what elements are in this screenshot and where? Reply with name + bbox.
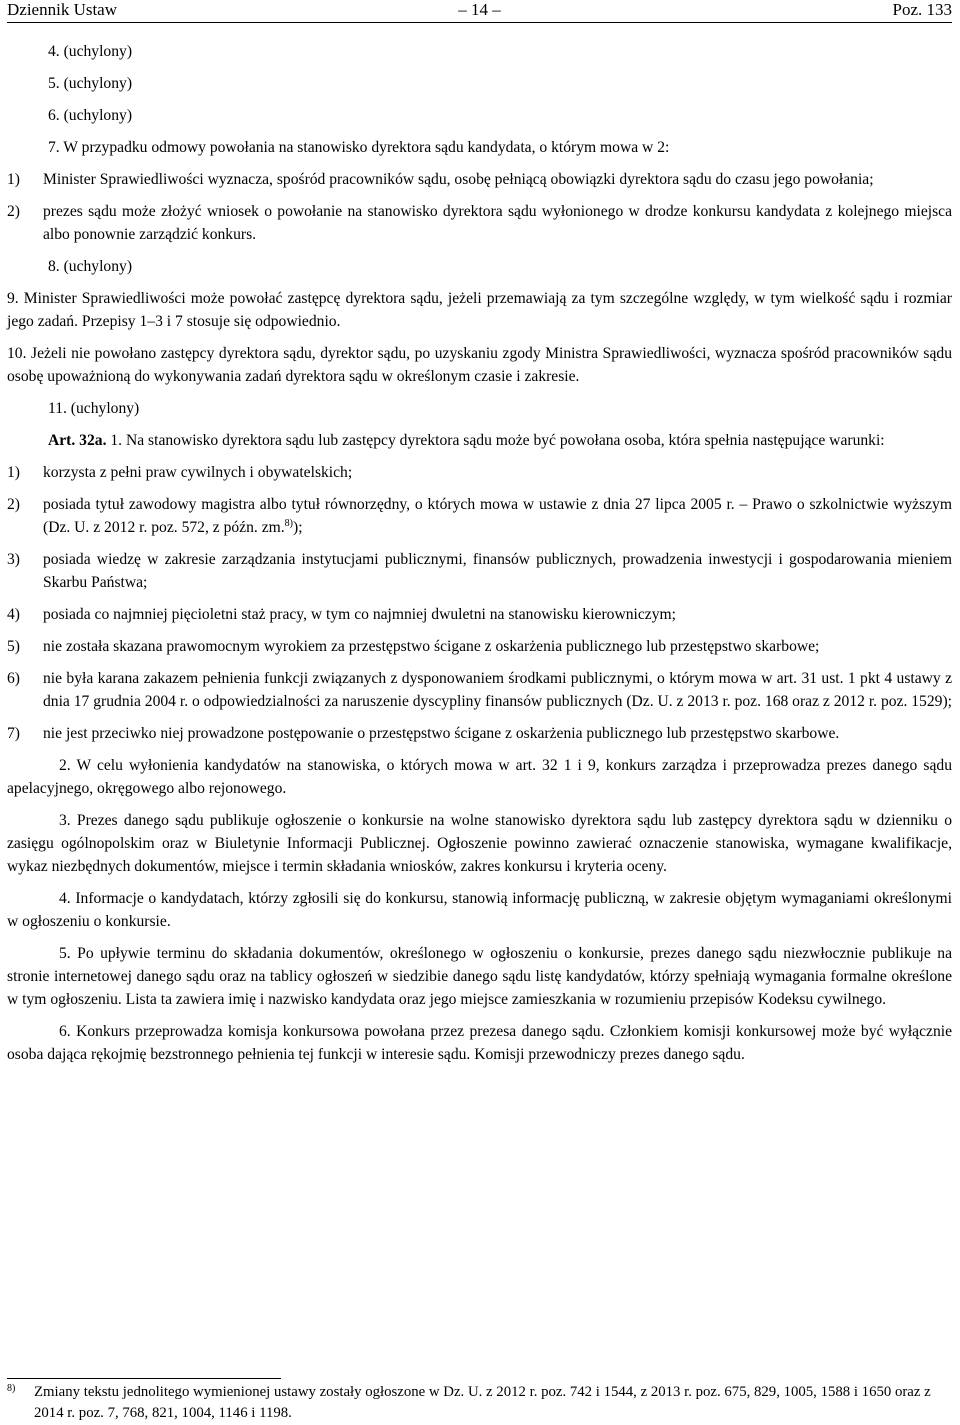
list-item	[7, 168, 952, 191]
section-8: 8. (uchylony)	[48, 258, 133, 275]
item-number: 2)	[7, 496, 20, 513]
article-intro-text: 1. Na stanowisko dyrektora sądu lub zastępcy dyrektora sądu może być powołana osoba, która spełnia następujące warunki:	[106, 432, 885, 449]
section-10: 10. Jeżeli nie powołano zastępcy dyrektora sądu, dyrektor sądu, po uzyskaniu zgody Ministra Sprawiedliwości, wyznacza spośród pracowników sądu osobę upoważnioną do wykonywania zadań dyrektora sądu w określonym czasie i zakresie.	[7, 345, 952, 385]
document-body	[7, 40, 952, 1075]
item-number: 7)	[7, 725, 20, 742]
item-text-with-footnote	[43, 493, 952, 539]
position-number: Poz. 133	[892, 0, 952, 19]
item-number: 1)	[7, 464, 20, 481]
item-text: posiada tytuł zawodowy magistra albo tytuł równorzędny, o których mowa w ustawie z dnia 27 lipca 2005 r. – Prawo o szkolnictwie wyższym (Dz. U. z 2012 r. poz. 572, z późn. zm.	[43, 496, 952, 536]
item-text: Minister Sprawiedliwości wyznacza, spośród pracowników sądu, osobę pełniącą obowiązki dyrektora sądu do czasu jego powołania;	[43, 171, 874, 188]
list-item	[7, 200, 952, 246]
footnote-reference: 8)	[284, 517, 293, 529]
subsection-2: 2. W celu wyłonienia kandydatów na stanowiska, o których mowa w art. 32 1 i 9, konkurs zarządza i przeprowadza prezes danego sądu apelacyjnego, okręgowego albo rejonowego.	[7, 757, 952, 797]
item-text: nie jest przeciwko niej prowadzone postępowanie o przestępstwo ścigane z oskarżenia publicznego lub przestępstwo skarbowe.	[43, 725, 840, 742]
item-text: nie była karana zakazem pełnienia funkcji związanych z dysponowaniem środkami publicznymi, o którym mowa w art. 31 ust. 1 pkt 4 ustawy z dnia 17 grudnia 2004 r. o odpowiedzialności za naruszenie dyscypliny finansów publicznych (Dz. U. z 2013 r. poz. 168 oraz z 2012 r. poz. 1529);	[43, 670, 952, 710]
page-number: – 14 –	[458, 0, 501, 19]
section-6: 6. (uchylony)	[48, 107, 133, 124]
section-7-intro: 7. W przypadku odmowy powołania na stanowisko dyrektora sądu kandydata, o którym mowa w 2:	[48, 139, 670, 156]
item-text: korzysta z pełni praw cywilnych i obywatelskich;	[43, 464, 353, 481]
list-item	[7, 667, 952, 713]
list-item	[7, 722, 952, 745]
section-9: 9. Minister Sprawiedliwości może powołać zastępcę dyrektora sądu, jeżeli przemawiają za tym szczególne względy, w tym wielkość sądu i rozmiar jego zadań. Przepisy 1–3 i 7 stosuje się odpowiednio.	[7, 290, 952, 330]
list-item	[7, 635, 952, 658]
item-number: 1)	[7, 171, 20, 188]
section-11: 11. (uchylony)	[48, 400, 140, 417]
item-number: 5)	[7, 638, 20, 655]
item-number: 2)	[7, 203, 20, 220]
item-text: posiada co najmniej pięcioletni staż pracy, w tym co najmniej dwuletni na stanowisku kierowniczym;	[43, 606, 676, 623]
footnote	[7, 1382, 952, 1424]
list-item	[7, 548, 952, 594]
item-text: prezes sądu może złożyć wniosek o powołanie na stanowisko dyrektora sądu wyłonionego w drodze konkursu kandydata z kolejnego miejsca albo ponownie zarządzić konkurs.	[43, 203, 952, 243]
list-item	[7, 603, 952, 626]
item-number: 6)	[7, 670, 20, 687]
footnote-text: Zmiany tekstu jednolitego wymienionej ustawy zostały ogłoszone w Dz. U. z 2012 r. poz. 742 i 1544, z 2013 r. poz. 675, 829, 1005, 1588 i 1650 oraz z 2014 r. poz. 7, 768, 821, 1004, 1146 i 1198.	[34, 1384, 931, 1421]
item-number: 3)	[7, 551, 20, 568]
item-text-tail: );	[293, 519, 303, 536]
section-4: 4. (uchylony)	[48, 43, 133, 60]
section-5: 5. (uchylony)	[48, 75, 133, 92]
item-text: nie została skazana prawomocnym wyrokiem za przestępstwo ścigane z oskarżenia publicznego lub przestępstwo skarbowe;	[43, 638, 820, 655]
journal-title: Dziennik Ustaw	[7, 0, 118, 19]
item-number: 4)	[7, 606, 20, 623]
list-item	[7, 461, 952, 484]
subsection-3: 3. Prezes danego sądu publikuje ogłoszenie o konkursie na wolne stanowisko dyrektora sądu lub zastępcy dyrektora sądu w dzienniku o zasięgu ogólnopolskim oraz w Biuletynie Informacji Publicznej. Ogłoszenie powinno zawierać oznaczenie stanowiska, wymagane kwalifikacje, wykaz niezbędnych dokumentów, miejsce i termin składania wniosków, zakres konkursu i kryteria oceny.	[7, 812, 952, 875]
subsection-5: 5. Po upływie terminu do składania dokumentów, określonego w ogłoszeniu o konkursie, prezes danego sądu niezwłocznie publikuje na stronie internetowej danego sądu oraz na tablicy ogłoszeń w siedzibie danego sądu listę kandydatów, którzy spełniają wymagania formalne określone w tym ogłoszeniu. Lista ta zawiera imię i nazwisko kandydata oraz jego miejsce zamieszkania w rozumieniu przepisów Kodeksu cywilnego.	[7, 945, 952, 1008]
article-32a-intro	[7, 429, 952, 452]
article-label: Art. 32a.	[48, 432, 107, 449]
footnote-divider	[7, 1378, 281, 1379]
item-text: posiada wiedzę w zakresie zarządzania instytucjami publicznymi, finansów publicznych, prowadzenia inwestycji i gospodarowania mieniem Skarbu Państwa;	[43, 551, 952, 591]
subsection-6: 6. Konkurs przeprowadza komisja konkursowa powołana przez prezesa danego sądu. Członkiem komisji konkursowej może być wyłącznie osoba dająca rękojmię bezstronnego pełnienia tej funkcji w interesie sądu. Komisji przewodniczy prezes danego sądu.	[7, 1023, 952, 1063]
footnote-number: 8)	[7, 1383, 16, 1394]
list-item	[7, 493, 952, 539]
subsection-4: 4. Informacje o kandydatach, którzy zgłosili się do konkursu, stanowią informację publiczną, w zakresie objętym wymaganiami określonymi w ogłoszeniu o konkursie.	[7, 890, 952, 930]
page-header	[7, 0, 952, 23]
